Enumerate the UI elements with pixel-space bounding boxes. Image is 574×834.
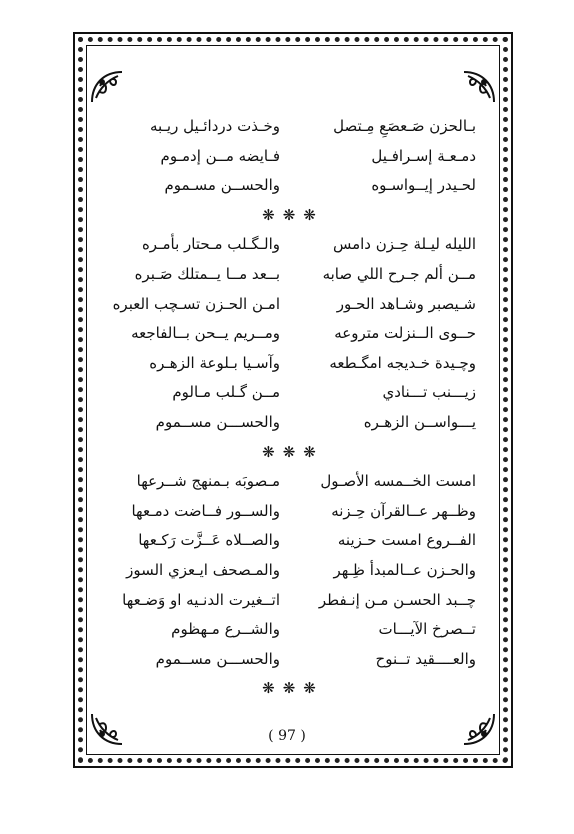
verse-row [110,556,476,586]
verse-left-hemistich: والصــلاه عَــزَّت رَكـعها [138,531,280,550]
verse-right-hemistich: حــوى الــنزلت متروعه [334,324,476,343]
verse-right-hemistich: دمـعـة إسـرافـيل [371,146,476,165]
verse-left-hemistich: والشــرع مـهظوم [171,620,280,639]
page-number: ( 97 ) [268,728,306,744]
verse-row [110,319,476,349]
verse-row [110,615,476,645]
verse-left-hemistich: ومــريم يــحن بــالفاجعه [131,324,280,343]
verse-left-hemistich: امـن الحـزن تسـچب العبره [112,294,280,313]
star-ornament-icon: ❋ [303,679,324,698]
stanza-separator [110,201,476,231]
verse-row [110,230,476,260]
verse-left-hemistich: اتــغيرت الدنـيه او وَضـعها [122,590,280,609]
star-ornament-icon: ❋ [262,205,283,224]
star-ornament-icon: ❋ [262,679,283,698]
verse-right-hemistich: وچـيدة خـديجه امگـطعه [329,353,476,372]
poem-body [110,112,476,704]
verse-right-hemistich: زيـــنب تـــنادي [382,383,476,402]
star-ornament-icon: ❋ [303,205,324,224]
verse-right-hemistich: يـــواســن الزهـره [363,412,476,431]
verse-row [110,260,476,290]
verse-right-hemistich: شـيصبر وشـاهد الحـور [336,294,476,313]
verse-row [110,171,476,201]
star-ornament-icon: ❋ [282,205,304,224]
verse-left-hemistich: وخـذت دردائـيل ريـبه [149,117,280,135]
verse-left-hemistich: فـايضه مــن إدمـوم [160,146,280,165]
verse-left-hemistich: والحســـن مســموم [155,649,280,668]
verse-left-hemistich: والمـصحف ايـعزي السوز [126,560,280,579]
stanza-separator [110,438,476,468]
corner-ornament-top-right [462,70,496,104]
verse-left-hemistich: وآسـيا بـلوعة الزهـره [149,353,280,372]
verse-right-hemistich: وظــهر عــالقرآن حِـزنه [331,501,476,520]
verse-row [110,408,476,438]
verse-left-hemistich: مـصوبَه بـمنهج شــرعها [136,472,280,491]
verse-left-hemistich: والحســـن مســموم [155,412,280,431]
verse-right-hemistich: الفــروع امست حـزينه [337,531,476,550]
verse-right-hemistich: بـالحزن صَـعصَعِ مِـتصل [333,117,476,135]
corner-ornament-top-left [90,70,124,104]
verse-right-hemistich: والعــــقيد تــنوح [375,649,476,668]
verse-row [110,349,476,379]
star-ornament-icon: ❋ [282,442,304,461]
verse-row [110,467,476,497]
verse-left-hemistich: والـگـلب مـحتار بأمـره [141,235,280,254]
verse-right-hemistich: الليله ليـلة حِـزن دامس [332,235,476,254]
verse-row [110,645,476,675]
verse-right-hemistich: تــصرخ الآيـــات [378,620,476,639]
verse-right-hemistich: لحـيدر إيــواسـوه [371,176,476,195]
stanza-3 [110,467,476,674]
verse-left-hemistich: بــعد مــا يــمتلك صَـبره [134,264,280,283]
star-ornament-icon: ❋ [303,442,324,461]
stanza-separator [110,674,476,704]
verse-row [110,290,476,320]
star-ornament-icon: ❋ [282,679,304,698]
verse-row [110,378,476,408]
stanza-2 [110,230,476,437]
verse-left-hemistich: والســور فــاضت دمـعها [131,501,280,520]
verse-right-hemistich: امست الخــمسه الأصـول [320,472,476,491]
verse-row [110,142,476,172]
verse-row [110,586,476,616]
verse-right-hemistich: والحـزن عــالمبدأ ظِـهر [333,560,476,579]
verse-left-hemistich: مــن گـلب مـالوم [172,383,280,402]
verse-right-hemistich: چــبد الحسـن مـن إنـفطر [318,590,476,609]
star-ornament-icon: ❋ [262,442,283,461]
verse-row [110,497,476,527]
verse-row [110,112,476,142]
verse-left-hemistich: والحســن مسـموم [164,176,280,195]
stanza-1 [110,112,476,201]
verse-row [110,526,476,556]
verse-right-hemistich: مــن ألم جـرح اللي صابه [322,264,476,283]
